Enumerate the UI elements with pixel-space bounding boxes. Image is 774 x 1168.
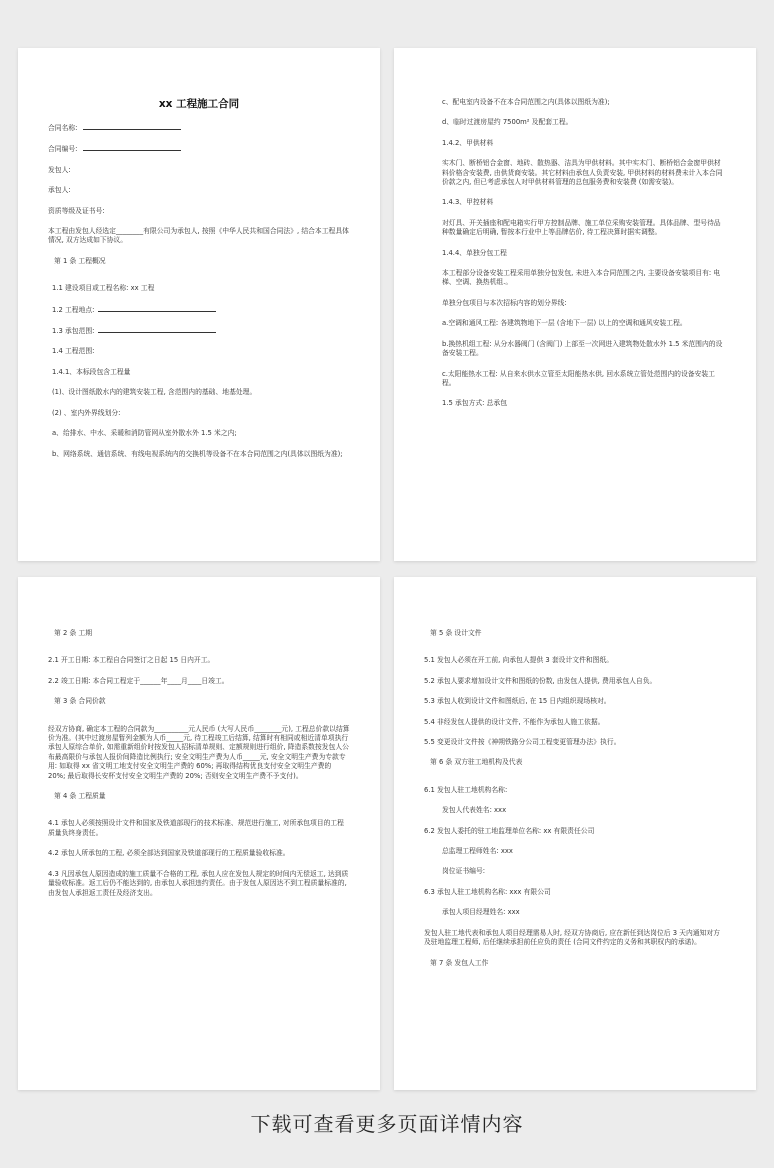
paragraph-1-4-2: 实木门、断桥铝合金窗、地砖、散热器、洁具为甲供材料。其中实木门、断桥铝合金窗甲供材料价格含安装费, 由供货商安装。其它材料由承包人负责安装, 甲供材料的材料费未计入本合同价款之内, 但已考虑承包人对甲供材料管理的总包服务费和安装费 (如需安装)。 — [442, 159, 723, 187]
article-7-heading: 第 7 条 发包人工作 — [430, 958, 489, 967]
clause-6-1-rep: 发包人代表姓名: xxx — [442, 806, 507, 815]
clause-1-2: 1.2 工程地点: — [48, 305, 350, 315]
clause-6-2: 6.2 发包人委托的驻工地监理单位名称: xx 有限责任公司 — [424, 826, 595, 835]
paragraph-1-4-3: 对灯具、开关插座和配电箱实行甲方控制品牌、施工单位采购安装管理。具体品牌、型号待品种数量确定后明确, 暂按本行业中上等品牌估价, 待工程决算时据实调整。 — [442, 218, 721, 237]
scope-item-a: a、给排水、中水、采暖和消防管网从室外散水外 1.5 米之内; — [52, 429, 237, 438]
section-1-4-2: 1.4.2、甲供材料 — [442, 138, 494, 147]
clause-6-3-manager: 承包人项目经理姓名: xxx — [442, 908, 520, 917]
scope-item-b: b、网络系统、通信系统、有线电视系统内的交换机等设备不在本合同范围之内(具体以图纸为准); — [52, 449, 343, 458]
article-4-heading: 第 4 条 工程质量 — [54, 792, 106, 801]
paragraph-c: c.太阳能热水工程: 从自来水供水立管至太阳能热水供, 回水系统立管处范围内的设备安装工程。 — [442, 369, 715, 387]
article-6-heading: 第 6 条 双方驻工地机构及代表 — [430, 758, 523, 767]
section-1-4-4: 1.4.4、单独分包工程 — [442, 248, 507, 257]
article-1-heading: 第 1 条 工程概况 — [54, 256, 106, 265]
clause-1-3: 1.3 承包范围: — [48, 326, 350, 336]
scope-item-d: d、临时过渡房屋约 7500m² 及配套工程。 — [442, 118, 573, 127]
clause-6-3: 6.3 承包人驻工地机构名称: xxx 有限公司 — [424, 887, 551, 896]
paragraph-3: 经双方协商, 确定本工程的合同款为__________元人民币 (大写人民币________元), 工程总价款以结算价为准。(其中过渡房屋暂列金额为人币_____元, 待工程竣工后结算, 结算时有相同或相近清单项执行承包人原综合单价, 如需重新组价时按发包人招标清单规则、定额规则进行组价, 降造系数按发包人公布最高限价与承包人报价间降造比例执行; 安全文明生产费为人币_____元, 安全文明生产费为专款专用: 如取得 xx 省文明工地支付安全文明生产费的 60%; 再取得结构优良支付安全文明生产费的 20%; 最后取得长安杯支付安全文明生产费的 20%; 否则安全文明生产费不予支付)。 — [48, 724, 350, 780]
clause-4-1: 4.1 承包人必须按照设计文件和国家及铁道部现行的技术标准、规范进行施工, 对所承包项目的工程质量负终身责任。 — [48, 819, 344, 837]
clause-5-4: 5.4 非经发包人提供的设计文件, 不能作为承包人施工依据。 — [424, 717, 605, 726]
paragraph-1-4-4: 本工程部分设备安装工程采用单独分包发包, 未进入本合同范围之内, 主要设备安装项目有: 电梯、空调、换热机组.。 — [442, 269, 721, 287]
paragraph-1-4-4-b: 单独分包项目与本次招标内容的划分界线: — [442, 298, 567, 307]
scope-item-1: (1)、设计图纸散水内的建筑安装工程, 含范围内的基础、地基处理。 — [52, 388, 257, 397]
clause-4-3: 4.3 凡因承包人原因造成的施工质量不合格的工程, 承包人应在发包人规定的时间内无偿返工, 达到质量验收标准。返工后仍不能达到的, 由承包人承担违约责任。由于发包人原因达不到工程质量标准的, 由发包人承担返工责任及经济支出。 — [48, 869, 349, 897]
article-2-heading: 第 2 条 工期 — [54, 629, 92, 637]
clause-5-3: 5.3 承包人收到设计文件和图纸后, 在 15 日内组织现场核对。 — [424, 697, 611, 706]
field-contract-name: 合同名称: — [48, 123, 350, 133]
clause-6-1: 6.1 发包人驻工地机构名称: — [424, 785, 508, 794]
clause-1-1: 1.1 建设项目或工程名称: xx 工程 — [52, 284, 155, 293]
field-contract-no: 合同编号: — [48, 144, 350, 154]
document-page-1 — [18, 48, 380, 561]
paragraph-a: a.空调和通风工程: 各建筑物地下一层 (含地下一层) 以上的空调和通风安装工程。 — [442, 319, 687, 328]
clause-1-4-1: 1.4.1、本标段包含工程量 — [52, 367, 131, 376]
clause-5-5: 5.5 变更设计文件按《神朔铁路分公司工程变更管理办法》执行。 — [424, 738, 621, 747]
scope-item-2: (2) 、室内外界线划分: — [52, 408, 121, 417]
paragraph-6: 发包人驻工地代表和承包人项目经理需易人时, 经双方协商后, 应在新任到达岗位后 3 天内通知对方及驻地监理工程师, 后任继续承担前任应负的责任 (合同文件约定的义务和其职权内的承诺)。 — [424, 928, 720, 947]
clause-4-2: 4.2 承包人所承包的工程, 必须全部达到国家及铁道部现行的工程质量验收标准。 — [48, 849, 290, 858]
clause-5-2: 5.2 承包人要求增加设计文件和图纸的份数, 由发包人提供, 费用承包人自负。 — [424, 676, 657, 685]
clause-5-1: 5.1 发包人必须在开工前, 向承包人提供 3 套设计文件和图纸。 — [424, 656, 614, 665]
clause-1-4: 1.4 工程范围: — [52, 347, 95, 356]
scope-item-c: c、配电室内设备不在本合同范围之内(具体以图纸为准); — [442, 98, 610, 106]
field-employer: 发包人: — [48, 165, 71, 174]
clause-2-1: 2.1 开工日期: 本工程自合同签订之日起 15 日内开工。 — [48, 656, 215, 665]
section-1-4-3: 1.4.3、甲控材料 — [442, 198, 494, 207]
article-3-heading: 第 3 条 合同价款 — [54, 697, 106, 706]
field-qualification: 资质等级及证书号: — [48, 206, 105, 215]
paragraph-b: b.换热机组工程: 从分水器阀门 (含阀门) 上部至一次网进入建筑物处散水外 1.5 米范围内的设备安装工程。 — [442, 339, 723, 358]
document-page-4 — [394, 577, 756, 1090]
clause-6-2-cert: 岗位证书编号: — [442, 867, 486, 876]
clause-2-2: 2.2 竣工日期: 本合同工程定于______年____月____日竣工。 — [48, 676, 229, 685]
document-page-2 — [394, 48, 756, 561]
clause-1-5: 1.5 承包方式: 总承包 — [442, 399, 507, 408]
document-page-3 — [18, 577, 380, 1090]
document-title: xx 工程施工合同 — [158, 98, 240, 110]
intro-paragraph: 本工程由发包人经选定________有限公司为承包人, 按照《中华人民共和国合同法》, 结合本工程具体情况, 双方达成如下协议。 — [48, 227, 349, 245]
field-contractor: 承包人: — [48, 186, 71, 195]
clause-6-2-supervisor: 总监理工程师姓名: xxx — [442, 847, 513, 856]
download-more-caption[interactable]: 下载可查看更多页面详情内容 — [250, 1112, 524, 1136]
article-5-heading: 第 5 条 设计文件 — [430, 629, 482, 637]
